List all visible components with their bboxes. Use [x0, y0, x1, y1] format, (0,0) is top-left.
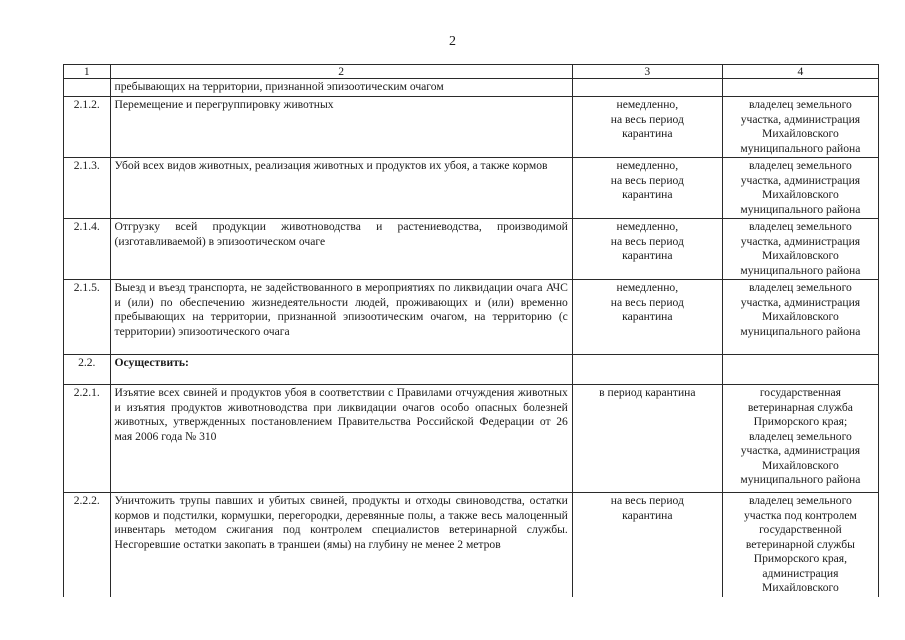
term-line: немедленно,: [616, 98, 679, 111]
row-measure: Уничтожить трупы павших и убитых свиней, продукты и отходы свиноводства, остатки кормов и подстилки, кормушки, перегородки, деревянные полы, а также весь малоценный инвентарь методом сжигания под контролем специалистов ветеринарной службы. Несгоревшие остатки закопать в траншеи (ямы) на глубину не менее 2 метров: [110, 493, 572, 597]
responsible-line: муниципального района: [740, 473, 861, 486]
term-line: карантина: [622, 127, 673, 140]
table-header-row: [64, 65, 879, 79]
row-measure: Изъятие всех свиней и продуктов убоя в соответствии с Правилами отчуждения животных и изъятия продуктов животноводства при ликвидации очагов особо опасных болезней животных, утвержденных постановлением Правительства Российской Федерации от 26 мая 2006 года № 310: [110, 385, 572, 493]
row-responsible: [722, 385, 878, 493]
responsible-line: Михайловского: [762, 127, 839, 140]
table-row: [64, 385, 879, 493]
responsible-line: муниципального района: [740, 202, 861, 216]
row-number: 2.1.3.: [64, 158, 111, 219]
responsible-line: Приморского края,: [753, 552, 848, 565]
term-line: карантина: [622, 188, 673, 201]
responsible-line: Михайловского: [762, 581, 839, 594]
row-number: 2.1.2.: [64, 97, 111, 158]
term-line: карантина: [622, 508, 673, 522]
column-header-term: 3: [572, 65, 722, 79]
term-line: на весь период: [610, 494, 684, 507]
column-header-measure: 2: [110, 65, 572, 79]
page-number: 2: [449, 34, 456, 49]
responsible-line: государственная: [759, 386, 841, 399]
row-term: [572, 158, 722, 219]
row-term: [572, 97, 722, 158]
row-responsible: [722, 158, 878, 219]
row-number: 2.1.4.: [64, 219, 111, 280]
row-measure: Выезд и въезд транспорта, не задействованного в мероприятиях по ликвидации очага АЧС и (или) по обеспечению жизнедеятельности людей, проживающих и (или) временно пребывающих на территории, признанной эпизоотическим очагом, на территорию (с территории) эпизоотического очага: [110, 280, 572, 355]
row-responsible: [722, 355, 878, 385]
table-row: [64, 79, 879, 97]
row-number: 2.2.: [64, 355, 111, 385]
responsible-line: Михайловского: [762, 249, 839, 262]
row-number: 2.1.5.: [64, 280, 111, 355]
row-responsible: [722, 493, 878, 597]
row-term: [572, 79, 722, 97]
row-responsible: [722, 97, 878, 158]
row-measure: Перемещение и перегруппировку животных: [110, 97, 572, 158]
row-number: 2.2.1.: [64, 385, 111, 493]
table-row: [64, 280, 879, 355]
term-line: карантина: [622, 310, 673, 323]
responsible-line: участка, администрация: [740, 295, 861, 309]
row-number: 2.2.2.: [64, 493, 111, 597]
responsible-line: участка под контролем: [743, 508, 857, 522]
term-line: на весь период: [610, 234, 684, 248]
column-header-responsible: 4: [722, 65, 878, 79]
row-responsible: [722, 219, 878, 280]
responsible-line: владелец земельного: [748, 494, 852, 507]
row-term: [572, 219, 722, 280]
term-line: немедленно,: [616, 220, 679, 233]
responsible-line: участка, администрация: [740, 173, 861, 187]
responsible-line: владелец земельного: [748, 98, 852, 111]
section-title: Осуществить:: [110, 355, 572, 385]
term-line: на весь период: [610, 173, 684, 187]
responsible-line: Приморского края;: [753, 415, 848, 428]
term-line: карантина: [622, 249, 673, 262]
responsible-line: администрация: [762, 566, 839, 580]
responsible-line: владелец земельного: [748, 220, 852, 233]
row-responsible: [722, 79, 878, 97]
responsible-line: ветеринарная служба: [747, 400, 853, 414]
table-row: [64, 219, 879, 280]
table-row: [64, 355, 879, 385]
row-term: [572, 493, 722, 597]
table-row: [64, 158, 879, 219]
responsible-line: муниципального района: [740, 324, 861, 338]
term-line: немедленно,: [616, 281, 679, 294]
row-responsible: [722, 280, 878, 355]
responsible-line: участка, администрация: [740, 112, 861, 126]
responsible-line: Михайловского: [762, 188, 839, 201]
table-row: [64, 493, 879, 597]
row-term: [572, 385, 722, 493]
term-line: в период карантина: [599, 386, 696, 399]
column-header-number: 1: [64, 65, 111, 79]
responsible-line: владелец земельного: [748, 159, 852, 172]
measures-table: [63, 64, 879, 597]
responsible-line: государственной: [759, 523, 842, 536]
responsible-line: муниципального района: [740, 141, 861, 155]
row-number: [64, 79, 111, 97]
row-measure: Отгрузку всей продукции животноводства и растениеводства, производимой (изготавливаемой) в эпизоотическом очаге: [110, 219, 572, 280]
term-line: немедленно,: [616, 159, 679, 172]
responsible-line: Михайловского: [762, 458, 839, 472]
responsible-line: участка, администрация: [740, 444, 861, 457]
table-row: [64, 97, 879, 158]
row-term: [572, 355, 722, 385]
responsible-line: Михайловского: [762, 310, 839, 323]
responsible-line: владелец земельного: [748, 429, 852, 443]
row-measure: пребывающих на территории, признанной эпизоотическим очагом: [110, 79, 572, 97]
term-line: на весь период: [610, 295, 684, 309]
row-measure: Убой всех видов животных, реализация животных и продуктов их убоя, а также кормов: [110, 158, 572, 219]
row-term: [572, 280, 722, 355]
responsible-line: участка, администрация: [740, 234, 861, 248]
responsible-line: муниципального района: [740, 263, 861, 277]
responsible-line: ветеринарной службы: [745, 537, 855, 551]
term-line: на весь период: [610, 112, 684, 126]
responsible-line: владелец земельного: [748, 281, 852, 294]
